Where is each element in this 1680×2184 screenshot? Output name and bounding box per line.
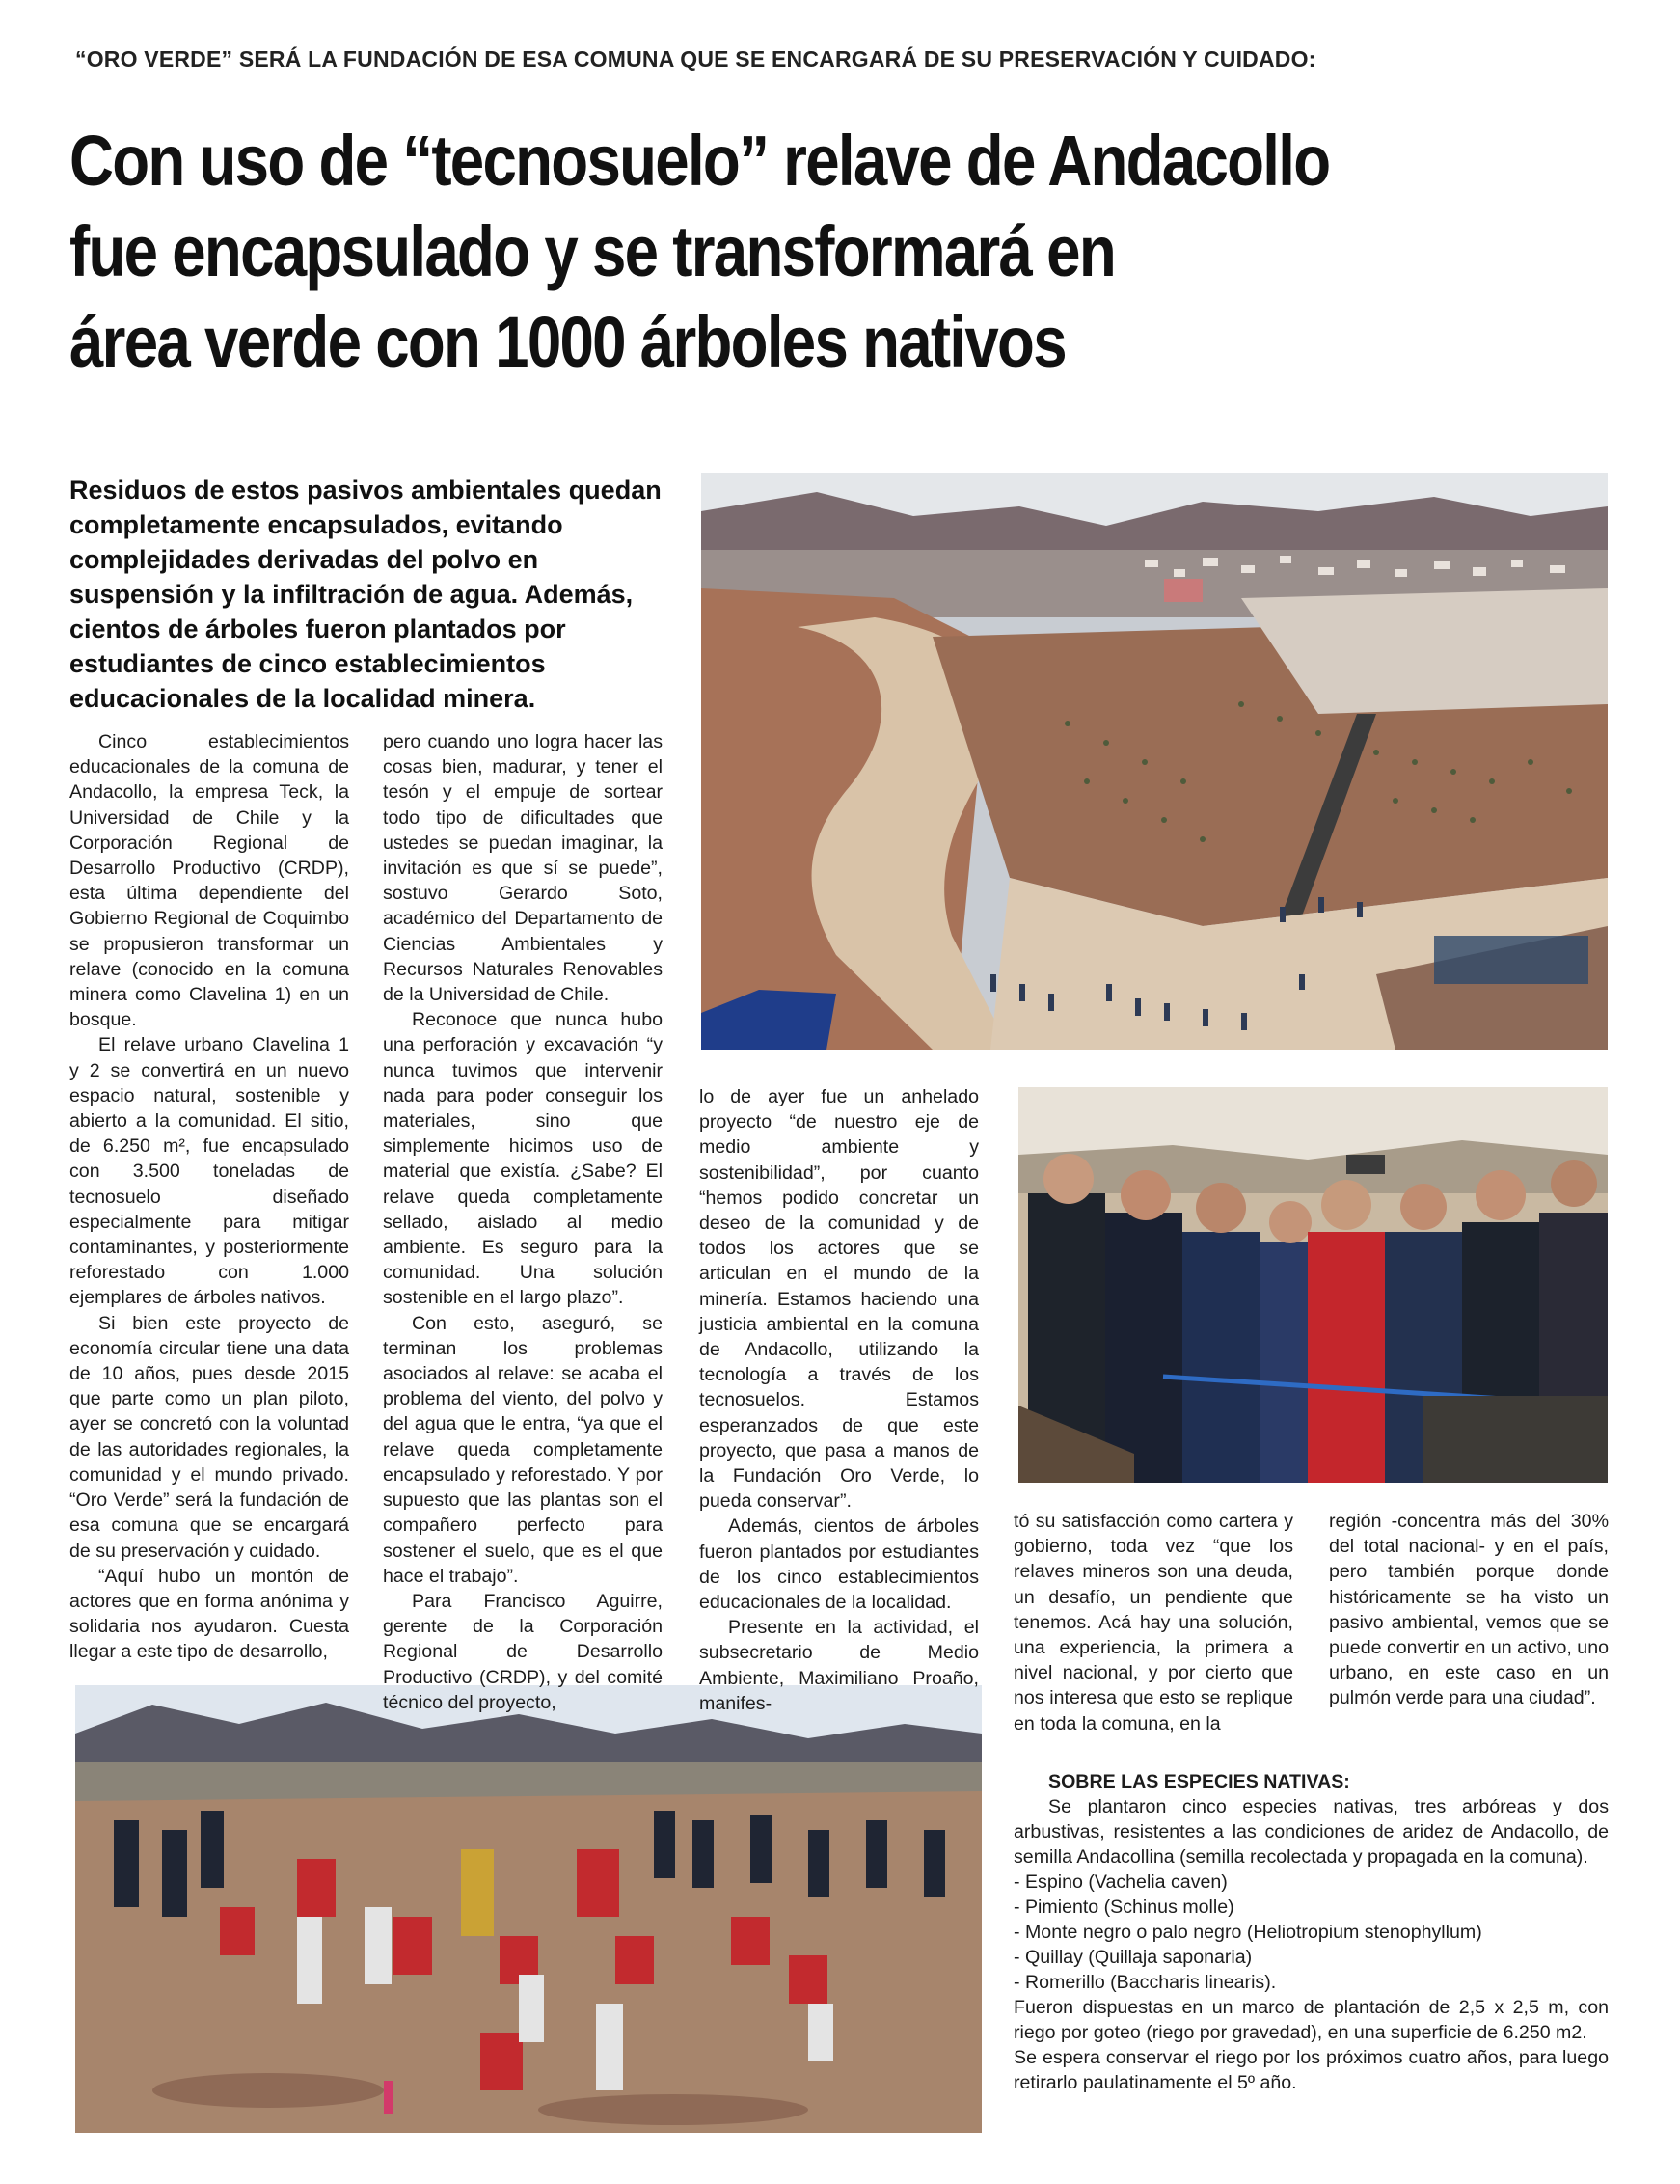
photo-aerial-site [701,473,1608,1050]
species-list-item: - Monte negro o palo negro (Heliotropium stenophyllum) [1014,1922,1482,1943]
article-paragraph: tó su satisfacción como cartera y gobierno, toda vez “que los relaves mineros son una deuda, un desafío, un pendiente que tenemos. Acá hay una solución, una experiencia, la primera a nivel nacional, y por cierto que nos interesa que esto se replique en toda la comuna, en la [1014,1511,1293,1734]
photo-ribbon-cutting [1018,1087,1608,1483]
photo-students-planting [75,1685,982,2133]
species-list-item: - Romerillo (Baccharis linearis). [1014,1972,1277,1993]
article-paragraph: Si bien este proyecto de economía circular tiene una data de 10 años, pues desde 2015 que parte como un plan piloto, ayer se concretó con la voluntad de las autoridades regionales, la comunidad y el mundo privado. “Oro Verde” será la fundación de esa comuna que se encargará de su preservación y cuidado. [69,1312,349,1562]
kicker: “ORO VERDE” SERÁ LA FUNDACIÓN DE ESA COMUNA QUE SE ENCARGARÁ DE SU PRESERVACIÓN Y CUIDADO: [75,46,1316,71]
article-column-1 [69,729,349,1665]
species-list-item: - Quillay (Quillaja saponaria) [1014,1947,1253,1968]
box-paragraph: Fueron dispuestas en un marco de plantación de 2,5 x 2,5 m, con riego por goteo (riego por gravedad), en una superficie de 6.250 m2. [1014,1997,1609,2043]
headline-line: Con uso de “tecnosuelo” relave de Andacollo [69,121,1330,201]
article-column-5 [1329,1509,1609,1711]
article-paragraph: pero cuando uno logra hacer las cosas bien, madurar, y tener el tesón y el empuje de sortear todo tipo de dificultades que ustedes se puedan imaginar, la invitación es que sí se puede”, sostuvo Gerardo Soto, académico del Departamento de Ciencias Ambientales y Recursos Naturales Renovables de la Universidad de Chile. [383,731,663,1006]
article-paragraph: lo de ayer fue un anhelado proyecto “de nuestro eje de medio ambiente y sostenibilidad”, por cuanto “hemos podido concretar un deseo de la comunidad y de todos los actores que se articulan en el mundo de la minería. Estamos haciendo una justicia ambiental en la comuna de Andacollo, utilizando la tecnología a través de los tecnosuelos. Estamos esperanzados de que este proyecto, que pasa a manos de la Fundación Oro Verde, lo pueda conservar”. [699,1086,979,1513]
lead-paragraph: Residuos de estos pasivos ambientales quedan completamente encapsulados, evitando complejidades derivadas del polvo en suspensión y la infiltración de agua. Además, cientos de árboles fueron plantados por estudiantes de cinco establecimientos educacionales de la localidad minera. [69,476,662,713]
article-paragraph: Presente en la actividad, el subsecretario de Medio Ambiente, Maximiliano Proaño, manifes- [699,1617,979,1714]
box-title: SOBRE LAS ESPECIES NATIVAS: [1048,1771,1350,1792]
article-paragraph: región -concentra más del 30% del total nacional- y en el país, pero también porque donde históricamente se ha visto un pasivo ambiental, vemos que se puede convertir en un activo, uno urbano, en este caso en un pulmón verde para una ciudad”. [1329,1511,1609,1709]
article-paragraph: El relave urbano Clavelina 1 y 2 se convertirá en un nuevo espacio natural, sostenible y abierto a la comunidad. El sitio, de 6.250 m², fue encapsulado con 3.500 toneladas de tecnosuelo diseñado especialmente para mitigar contaminantes, y posteriormente reforestado con 1.000 ejemplares de árboles nativos. [69,1034,349,1309]
article-column-2 [383,729,663,1715]
article-column-4 [1014,1509,1293,1736]
species-list-item: - Pimiento (Schinus molle) [1014,1897,1234,1918]
box-intro: Se plantaron cinco especies nativas, tres arbóreas y dos arbustivas, resistentes a las condiciones de aridez de Andacollo, de semilla Andacollina (semilla recolectada y propagada en la comuna). [1014,1796,1609,1868]
box-paragraph: Se espera conservar el riego por los próximos cuatro años, para luego retirarlo paulatinamente el 5º año. [1014,2047,1609,2093]
headline-line: fue encapsulado y se transformará en [69,211,1116,291]
article-paragraph: Cinco establecimientos educacionales de la comuna de Andacollo, la empresa Teck, la Universidad de Chile y la Corporación Regional de Desarrollo Productivo (CRDP), esta última dependiente del Gobierno Regional de Coquimbo se propusieron transformar un relave (conocido en la comuna minera como Clavelina 1) en un bosque. [69,731,349,1031]
article-column-3 [699,1084,979,1716]
article-paragraph: Reconoce que nunca hubo una perforación y excavación “y nunca tuvimos que intervenir nada para poder conseguir los materiales, sino que simplemente hicimos uso de material que existía. ¿Sabe? El relave queda completamente sellado, aislado al medio ambiente. Es seguro para la comunidad. Una solución sostenible en el largo plazo”. [383,1009,663,1309]
headline [69,116,1429,388]
species-list-item: - Espino (Vachelia caven) [1014,1871,1228,1893]
article-paragraph: Para Francisco Aguirre, gerente de la Corporación Regional de Desarrollo Productivo (CRDP), y del comité técnico del proyecto, [383,1590,663,1713]
native-species-box [1014,1769,1609,2095]
article-paragraph: Con esto, aseguró, se terminan los problemas asociados al relave: se acaba el problema del viento, del polvo y del agua que le entra, “ya que el relave queda completamente encapsulado y reforestado. Y por supuesto que las plantas son el compañero perfecto para sostener el suelo, que es el que hace el trabajo”. [383,1312,663,1587]
article-paragraph: Además, cientos de árboles fueron plantados por estudiantes de los cinco establecimientos educacionales de la localidad. [699,1515,979,1614]
article-paragraph: “Aquí hubo un montón de actores que en forma anónima y solidaria nos ayudaron. Cuesta llegar a este tipo de desarrollo, [69,1565,349,1663]
headline-line: área verde con 1000 árboles nativos [69,302,1066,382]
